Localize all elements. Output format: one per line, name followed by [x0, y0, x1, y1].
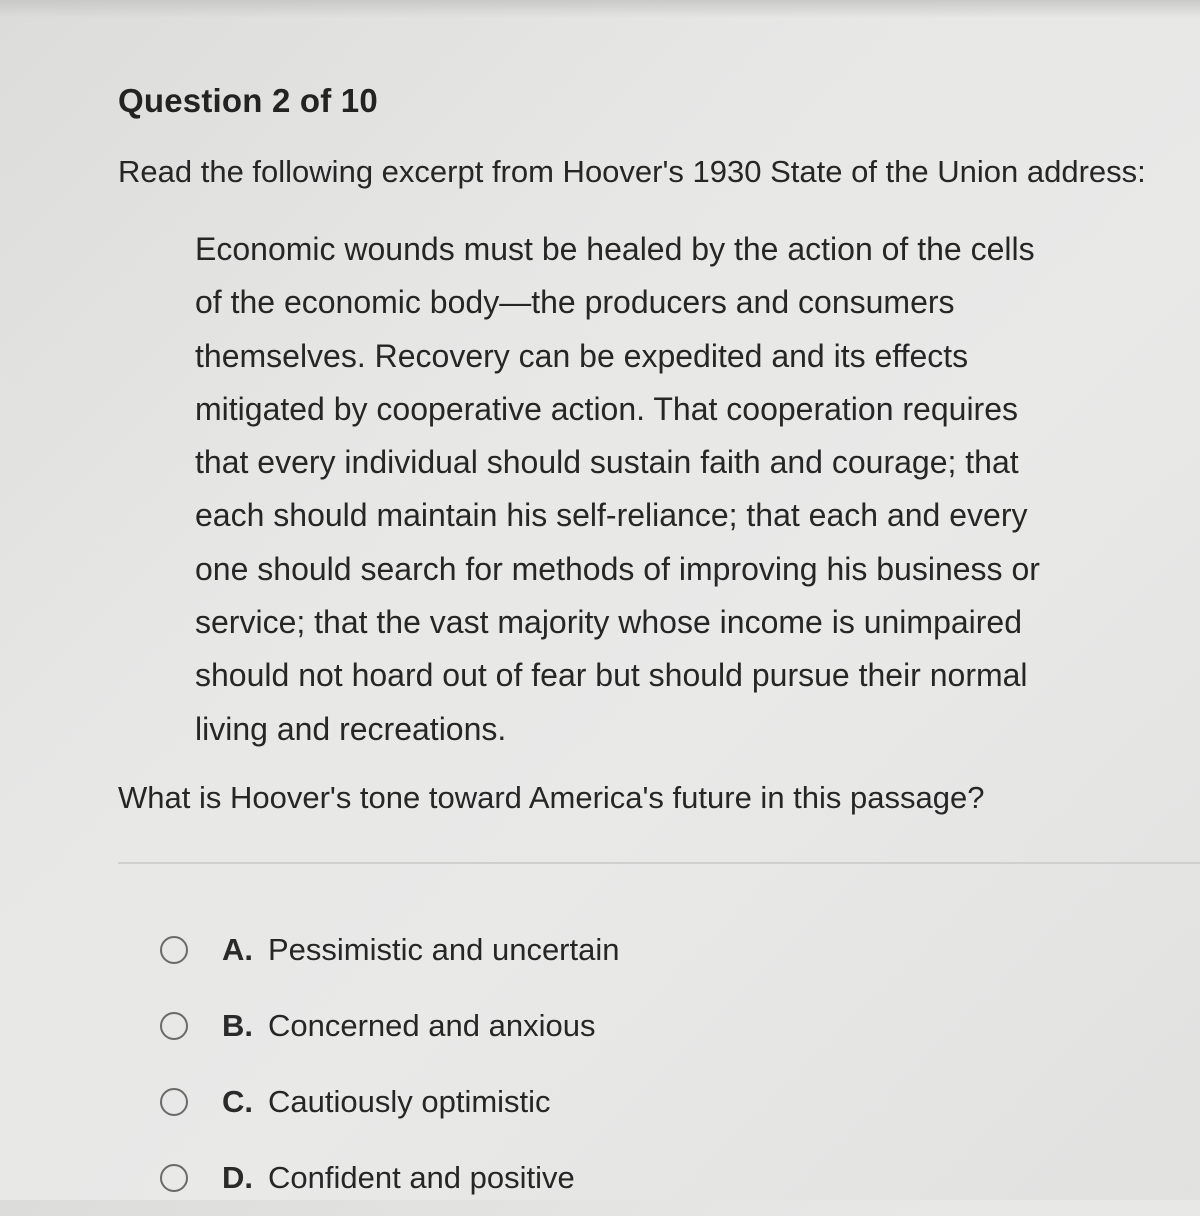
question-counter: Question 2 of 10	[118, 82, 378, 119]
excerpt-line: mitigated by cooperative action. That cooperation requires	[195, 390, 1018, 427]
divider	[118, 862, 1200, 864]
excerpt-line: Economic wounds must be healed by the action of the cells	[195, 231, 1035, 267]
option-a[interactable]	[160, 912, 1060, 988]
radio-button-d[interactable]	[160, 1164, 188, 1192]
screen-top-edge	[0, 0, 1200, 18]
option-label: Confident and positive	[268, 1160, 575, 1195]
option-letter: D.	[222, 1160, 253, 1195]
radio-button-a[interactable]	[160, 936, 188, 964]
answer-options	[160, 912, 1060, 1216]
excerpt-line: service; that the vast majority whose income is unimpaired	[195, 604, 1023, 641]
excerpt-line: of the economic body—the producers and consumers	[195, 284, 955, 321]
option-letter: A.	[222, 932, 253, 967]
option-c[interactable]	[160, 1064, 1060, 1140]
excerpt-line: each should maintain his self-reliance; that each and every	[195, 497, 1028, 534]
radio-button-b[interactable]	[160, 1012, 188, 1040]
option-letter: B.	[222, 1008, 253, 1043]
excerpt-line: themselves. Recovery can be expedited and its effects	[195, 337, 969, 374]
option-label: Pessimistic and uncertain	[268, 932, 620, 967]
excerpt-line: that every individual should sustain faith and courage; that	[195, 444, 1019, 481]
radio-button-c[interactable]	[160, 1088, 188, 1116]
option-b[interactable]	[160, 988, 1060, 1064]
excerpt-passage	[195, 226, 1135, 759]
option-letter: C.	[222, 1084, 253, 1119]
excerpt-line: living and recreations.	[195, 710, 507, 747]
option-label: Concerned and anxious	[268, 1008, 596, 1043]
option-label: Cautiously optimistic	[268, 1084, 551, 1119]
option-d[interactable]	[160, 1140, 1060, 1216]
question-prompt: What is Hoover's tone toward America's future in this passage?	[118, 780, 985, 815]
question-intro: Read the following excerpt from Hoover's 1930 State of the Union address:	[118, 154, 1146, 189]
excerpt-line: one should search for methods of improving his business or	[195, 550, 1040, 587]
excerpt-line: should not hoard out of fear but should pursue their normal	[195, 657, 1028, 694]
